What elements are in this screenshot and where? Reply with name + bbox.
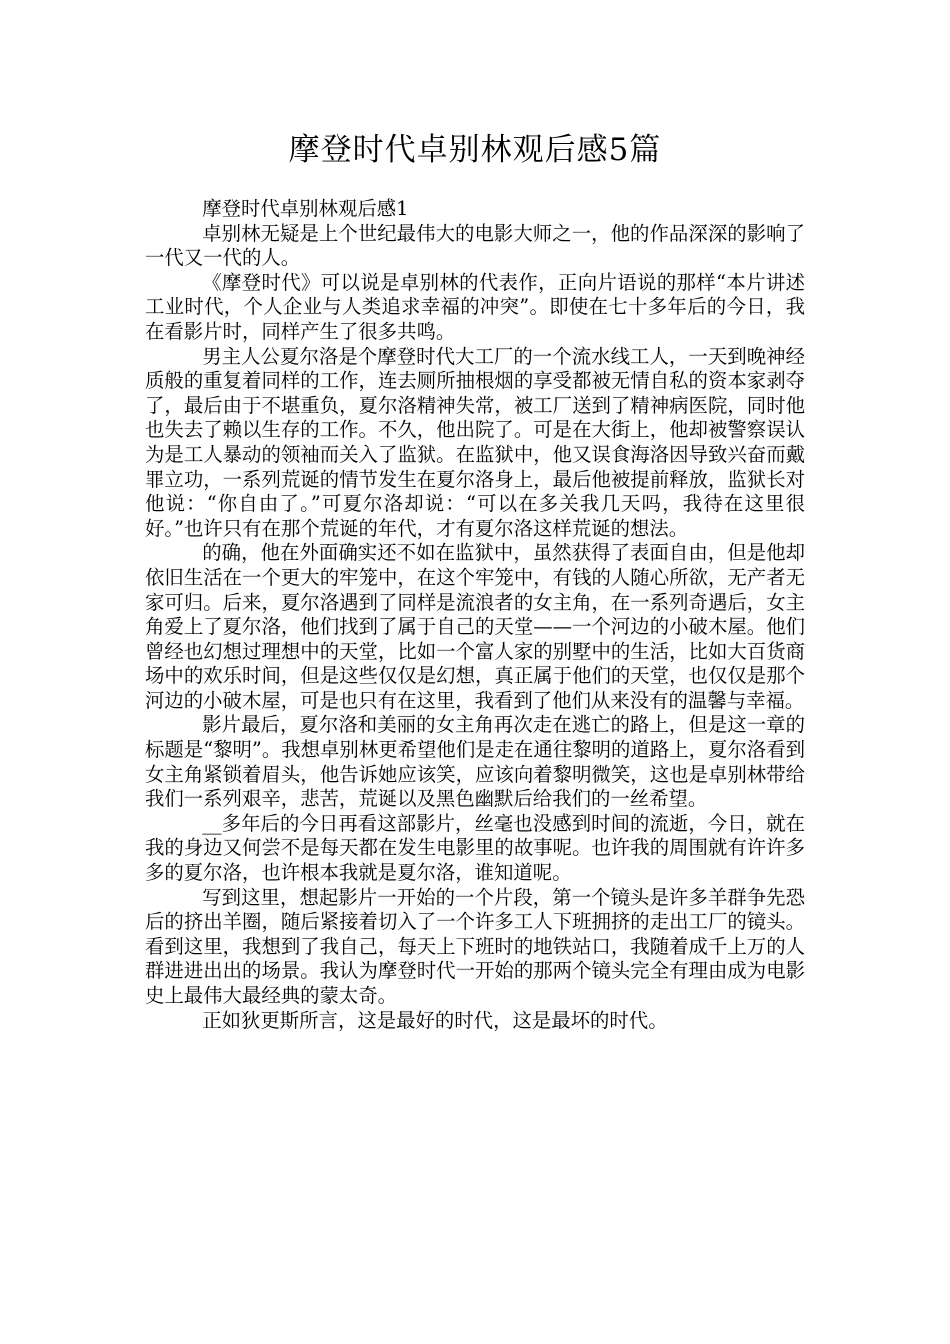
paragraph: 的确，他在外面确实还不如在监狱中，虽然获得了表面自由，但是他却依旧生活在一个更大的牢笼中，在这个牢笼中，有钱的人随心所欲，无产者无家可归。后来，夏尔洛遇到了同样是流浪者的女主角，在一系列奇遇后，女主角爱上了夏尔洛，他们找到了属于自己的天堂——一个河边的小破木屋。他们曾经也幻想过理想中的天堂，比如一个富人家的别墅中的生活，比如大百货商场中的欢乐时间，但是这些仅仅是幻想，真正属于他们的天堂，也仅仅是那个河边的小破木屋，可是也只有在这里，我看到了他们从来没有的温馨与幸福。 xyxy=(145,541,805,712)
document-body xyxy=(145,197,805,1033)
paragraph: 卓别林无疑是上个世纪最伟大的电影大师之一，他的作品深深的影响了一代又一代的人。 xyxy=(145,221,805,270)
paragraph: 《摩登时代》可以说是卓别林的代表作，正向片语说的那样“本片讲述工业时代，个人企业与人类追求幸福的冲突”。即使在七十多年后的今日，我在看影片时，同样产生了很多共鸣。 xyxy=(145,270,805,343)
section-heading: 摩登时代卓别林观后感1 xyxy=(202,197,409,220)
paragraph: 正如狄更斯所言，这是最好的时代，这是最坏的时代。 xyxy=(202,1008,668,1032)
paragraph: __多年后的今日再看这部影片，丝毫也没感到时间的流逝，今日，就在我的身边又何尝不是每天都在发生电影里的故事呢。也许我的周围就有许许多多的夏尔洛，也许根本我就是夏尔洛，谁知道呢。 xyxy=(145,811,805,885)
paragraph: 写到这里，想起影片一开始的一个片段，第一个镜头是许多羊群争先恐后的挤出羊圈，随后紧接着切入了一个许多工人下班拥挤的走出工厂的镜头。看到这里，我想到了我自己，每天上下班时的地铁站口，我随着成千上万的人群进进出出的场景。我认为摩登时代一开始的那两个镜头完全有理由成为电影史上最伟大最经典的蒙太奇。 xyxy=(145,885,805,1007)
paragraph: 影片最后，夏尔洛和美丽的女主角再次走在逃亡的路上，但是这一章的标题是“黎明”。我想卓别林更希望他们是走在通往黎明的道路上，夏尔洛看到女主角紧锁着眉头，他告诉她应该笑，应该向着黎明微笑，这也是卓别林带给我们一系列艰辛，悲苦，荒诞以及黑色幽默后给我们的一丝希望。 xyxy=(145,713,805,811)
document-title: 摩登时代卓别林观后感5篇 xyxy=(288,132,662,168)
paragraph: 男主人公夏尔洛是个摩登时代大工厂的一个流水线工人，一天到晚神经质般的重复着同样的工作，连去厕所抽根烟的享受都被无情自私的资本家剥夺了，最后由于不堪重负，夏尔洛精神失常，被工厂送到了精神病医院，同时他也失去了赖以生存的工作。不久，他出院了。可是在大街上，他却被警察误认为是工人暴动的领袖而关入了监狱。在监狱中，他又误食海洛因导致兴奋而戴罪立功，一系列荒诞的情节发生在夏尔洛身上，最后他被提前释放，监狱长对他说：“你自由了。”可夏尔洛却说：“可以在多关我几天吗，我待在这里很好。”也许只有在那个荒诞的年代，才有夏尔洛这样荒诞的想法。 xyxy=(145,344,805,540)
